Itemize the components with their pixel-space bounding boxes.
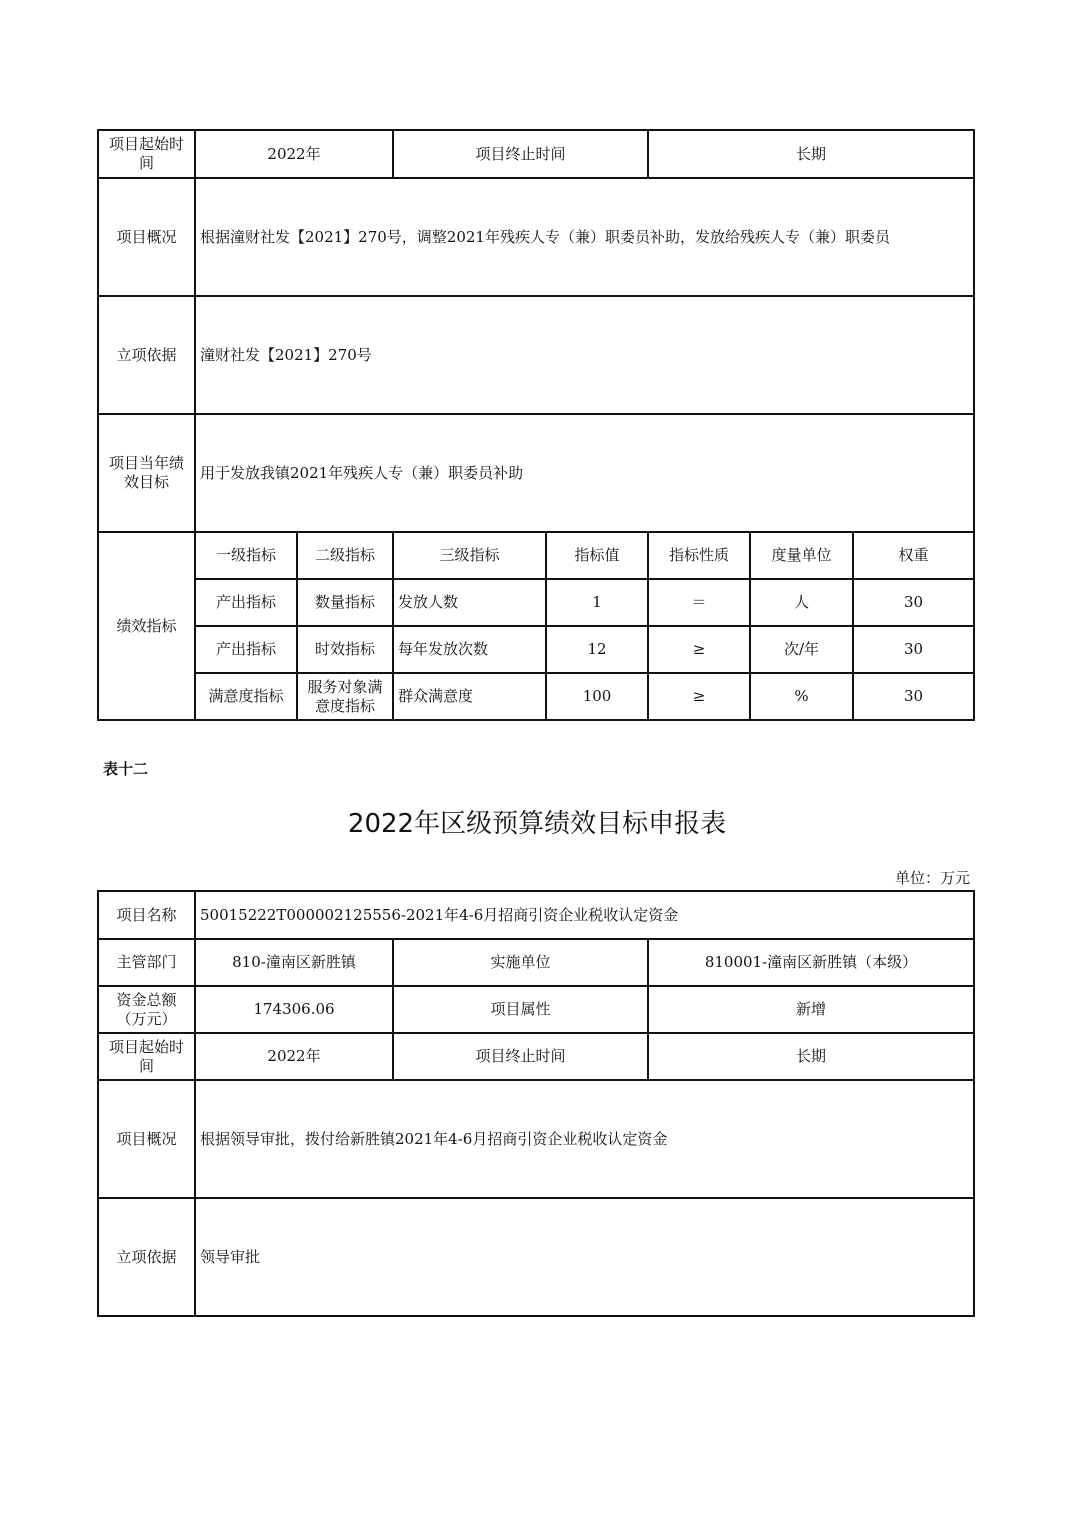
- perf-header-cell: 一级指标: [195, 532, 297, 579]
- perf-cell: 30: [853, 626, 974, 673]
- perf-indicators-label: 绩效指标: [98, 532, 195, 720]
- annual-goal-label: 项目当年绩效目标: [98, 414, 195, 532]
- perf-cell: %: [750, 673, 853, 720]
- end-time-value: 长期: [648, 130, 974, 178]
- end-time-label: 项目终止时间: [393, 1033, 648, 1080]
- perf-header-cell: 三级指标: [393, 532, 546, 579]
- table-row: [98, 1198, 974, 1316]
- dept-value: 810-潼南区新胜镇: [195, 939, 393, 986]
- table-row: [98, 891, 974, 939]
- perf-cell: ≥: [648, 626, 750, 673]
- table-row: [98, 986, 974, 1033]
- perf-header-cell: 二级指标: [297, 532, 393, 579]
- end-time-label: 项目终止时间: [393, 130, 648, 178]
- start-time-label: 项目起始时间: [98, 1033, 195, 1080]
- overview-value: 根据潼财社发【2021】270号，调整2021年残疾人专（兼）职委员补助，发放给残疾人专（兼）职委员: [195, 178, 974, 296]
- perf-cell: 服务对象满意度指标: [297, 673, 393, 720]
- perf-cell: 12: [546, 626, 648, 673]
- basis-label: 立项依据: [98, 1198, 195, 1316]
- perf-cell: 满意度指标: [195, 673, 297, 720]
- perf-cell: 每年发放次数: [393, 626, 546, 673]
- perf-cell: ＝: [648, 579, 750, 626]
- table-row: [98, 130, 974, 178]
- dept-label: 主管部门: [98, 939, 195, 986]
- perf-header-cell: 度量单位: [750, 532, 853, 579]
- perf-header-cell: 指标性质: [648, 532, 750, 579]
- start-time-value: 2022年: [195, 130, 393, 178]
- perf-cell: 数量指标: [297, 579, 393, 626]
- perf-cell: 人: [750, 579, 853, 626]
- table-row: [98, 296, 974, 414]
- perf-header-row: [98, 532, 974, 579]
- unit-label: 单位：万元: [894, 869, 970, 887]
- overview-label: 项目概况: [98, 1080, 195, 1198]
- fund-total-value: 174306.06: [195, 986, 393, 1033]
- basis-value: 潼财社发【2021】270号: [195, 296, 974, 414]
- perf-cell: ≥: [648, 673, 750, 720]
- project-attr-value: 新增: [648, 986, 974, 1033]
- perf-cell: 30: [853, 673, 974, 720]
- project-name-value: 50015222T000002125556-2021年4-6月招商引资企业税收认定资金: [195, 891, 974, 939]
- overview-label: 项目概况: [98, 178, 195, 296]
- overview-value: 根据领导审批，拨付给新胜镇2021年4-6月招商引资企业税收认定资金: [195, 1080, 974, 1198]
- perf-cell: 产出指标: [195, 579, 297, 626]
- perf-cell: 30: [853, 579, 974, 626]
- impl-unit-value: 810001-潼南区新胜镇（本级）: [648, 939, 974, 986]
- table-row: [98, 1033, 974, 1080]
- basis-value: 领导审批: [195, 1198, 974, 1316]
- perf-header-cell: 权重: [853, 532, 974, 579]
- table-row: [98, 939, 974, 986]
- perf-cell: 1: [546, 579, 648, 626]
- perf-cell: 群众满意度: [393, 673, 546, 720]
- perf-row: [98, 626, 974, 673]
- project-table: [97, 890, 975, 1317]
- form-title: 2022年区级预算绩效目标申报表: [347, 809, 727, 839]
- impl-unit-label: 实施单位: [393, 939, 648, 986]
- table-number-label: 表十二: [103, 760, 149, 778]
- end-time-value: 长期: [648, 1033, 974, 1080]
- project-table-continued: [97, 129, 975, 721]
- perf-row: [98, 673, 974, 720]
- table-row: [98, 178, 974, 296]
- start-time-label: 项目起始时间: [98, 130, 195, 178]
- project-name-label: 项目名称: [98, 891, 195, 939]
- start-time-value: 2022年: [195, 1033, 393, 1080]
- perf-cell: 次/年: [750, 626, 853, 673]
- perf-cell: 产出指标: [195, 626, 297, 673]
- perf-row: [98, 579, 974, 626]
- basis-label: 立项依据: [98, 296, 195, 414]
- annual-goal-value: 用于发放我镇2021年残疾人专（兼）职委员补助: [195, 414, 974, 532]
- project-attr-label: 项目属性: [393, 986, 648, 1033]
- perf-cell: 时效指标: [297, 626, 393, 673]
- table-row: [98, 1080, 974, 1198]
- fund-total-label: 资金总额（万元）: [98, 986, 195, 1033]
- perf-cell: 100: [546, 673, 648, 720]
- table-row: [98, 414, 974, 532]
- perf-cell: 发放人数: [393, 579, 546, 626]
- perf-header-cell: 指标值: [546, 532, 648, 579]
